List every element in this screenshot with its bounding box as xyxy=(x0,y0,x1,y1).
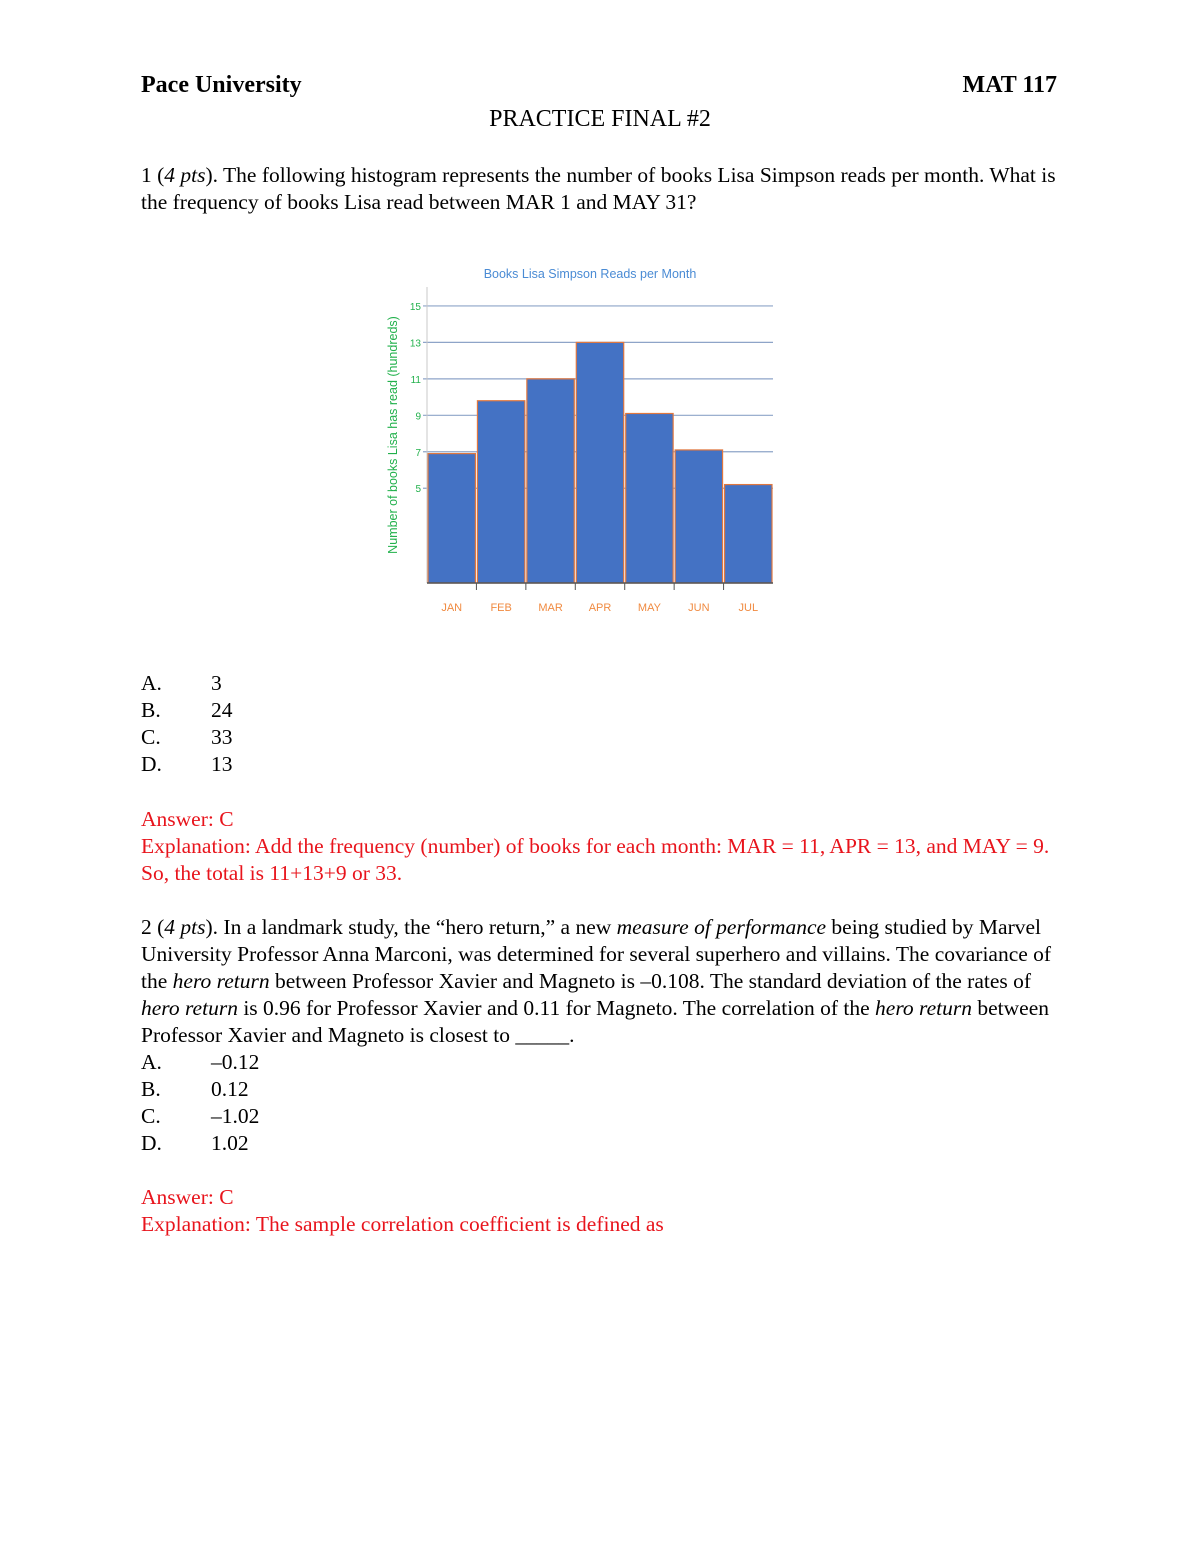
y-tick-label: 15 xyxy=(409,301,421,313)
question-2-text: 2 (4 pts). In a landmark study, the “hero return,” a new measure of performance being studied by Marvel University Professor Anna Marconi, was determined for several superhero and villains. The covariance of the hero return between Professor Xavier and Magneto is –0.108. The standard deviation of the rates of hero return is 0.96 for Professor Xavier and 0.11 for Magneto. The correlation of the hero return between Professor Xavier and Magneto is closest to _____. xyxy=(141,915,1052,1047)
q1-explanation: Explanation: Add the frequency (number) of books for each month: MAR = 11, APR = 13, and MAY = 9. So, the total is 11+13+9 or 33. xyxy=(141,834,1050,885)
y-tick-label: 5 xyxy=(415,484,421,496)
page-header xyxy=(141,72,1057,106)
y-tick-label: 9 xyxy=(415,411,421,423)
question-1-text xyxy=(141,162,1061,216)
bar-mar xyxy=(527,379,574,583)
x-tick-label: JUL xyxy=(738,602,759,614)
course-code: MAT 117 xyxy=(962,72,1057,98)
bar-jun xyxy=(675,450,722,583)
x-tick-label: FEB xyxy=(490,602,512,614)
bar-apr xyxy=(576,342,623,583)
institution-name: Pace University xyxy=(141,72,302,98)
q2-answer: Answer: C xyxy=(141,1185,234,1209)
chart-title: Books Lisa Simpson Reads per Month xyxy=(483,267,697,281)
x-tick-label: JAN xyxy=(441,602,463,614)
y-tick-label: 11 xyxy=(410,374,421,386)
x-tick-label: APR xyxy=(588,602,612,614)
x-tick-label: MAY xyxy=(637,602,661,614)
bar-may xyxy=(626,413,673,583)
q1-prompt: ). The following histogram represents the number of books Lisa Simpson reads per month. What is the frequency of books Lisa read between MAR 1 and MAY 31? xyxy=(141,163,1056,214)
bar-jan xyxy=(428,454,475,583)
q1-points: 4 pts xyxy=(164,163,206,187)
chart-y-axis-label: Number of books Lisa has read (hundreds) xyxy=(386,316,400,554)
document-page: Pace University MAT 117 PRACTICE FINAL #2 1 (4 pts). The following histogram represents the number of books Lisa Simpson reads per month. What is the frequency of books Lisa read between MAR 1 and MAY 31? Books Lisa Simpson Reads per Month Number of books Lisa has read (hundreds) 5 7 9 11 13 15 JAN FEB MAR APR MAY JUN JUL A. 3 B. 24 C. 33 D. 13 Answer: C Explanation: Add the frequency (number) of books for each month: MAR = 11, APR = 13, and MAY = 9. So, the total is 11+13+9 or 33. 2 (4 pts). In a landmark study, the “hero return,” a new measure of performance being studied by Marvel University Professor Anna Marconi, was determined for several superhero and villains. The covariance of the hero return between Professor Xavier and Magneto is –0.108. The standard deviation of the rates of hero return is 0.96 for Professor Xavier and 0.11 for Magneto. The correlation of the hero return between Professor Xavier and Magneto is closest to _____. A. –0.12 B. 0.12 C. –1.02 D. 1.02 Answer: C Explanation: The sample correlation coefficient is defined as xyxy=(0,0,1200,1553)
q2-explanation: Explanation: The sample correlation coefficient is defined as xyxy=(141,1212,664,1236)
bar-jul xyxy=(725,485,772,583)
document-title: PRACTICE FINAL #2 xyxy=(489,106,711,132)
x-tick-label: JUN xyxy=(688,602,710,614)
q1-number: 1 ( xyxy=(141,163,165,187)
y-tick-label: 13 xyxy=(409,338,421,350)
y-tick-label: 7 xyxy=(415,447,421,459)
histogram-chart xyxy=(370,255,800,630)
bar-feb xyxy=(477,401,524,583)
q2-points: 4 pts xyxy=(164,915,206,939)
x-tick-label: MAR xyxy=(538,602,563,614)
q1-answer: Answer: C xyxy=(141,807,234,831)
